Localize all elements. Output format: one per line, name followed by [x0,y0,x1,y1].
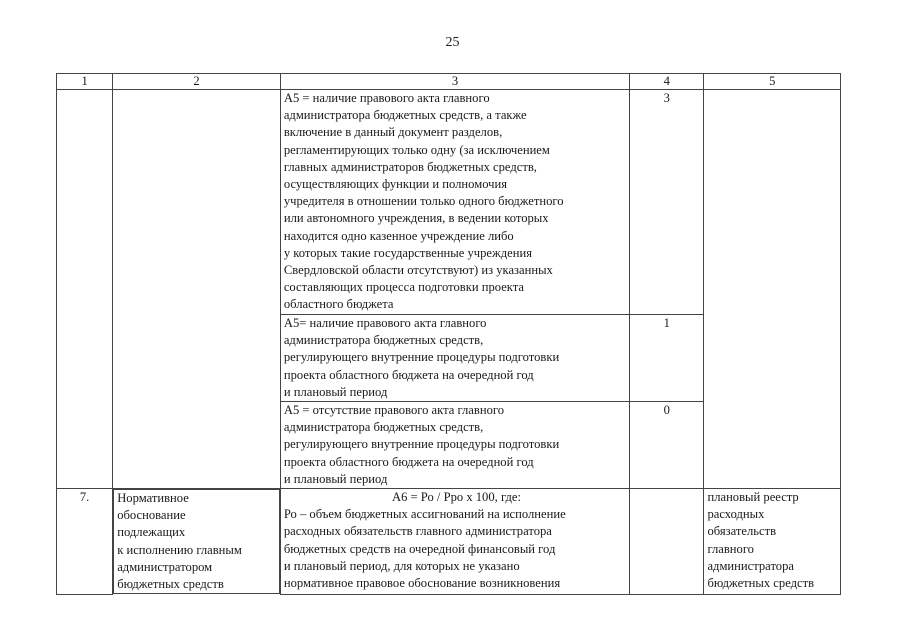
column-header-2: 2 [113,74,281,90]
formula-description: Ро – объем бюджетных ассигнований на исполнение расходных обязательств главного администратора бюджетных средств на очередной финансовый год и плановый период, для которых не указано нормативное правовое обоснование возникновения [283,507,566,591]
score-value: 3 [630,90,704,315]
column-header-5: 5 [704,74,841,90]
formula: А6 = Ро / Рро х 100, где: [392,490,521,505]
criterion-text: А5= наличие правового акта главного администратора бюджетных средств, регулирующего внутренние процедуры подготовки проекта областного бюджета на очередной год и плановый период [280,315,629,402]
formula-cell [280,489,629,595]
indicator-cell [113,90,281,489]
table-row [57,489,841,595]
column-header-1: 1 [57,74,113,90]
table-header-row [57,74,841,90]
criterion-text: А5 = отсутствие правового акта главного администратора бюджетных средств, регулирующего внутренние процедуры подготовки проекта областного бюджета на очередной год и плановый период [280,402,629,489]
criterion-text: А5 = наличие правового акта главного администратора бюджетных средств, а также включение в данный документ разделов, регламентирующих только одну (за исключением главных администраторов бюджетных средств, осуществляющих функции и полномочия учредителя в отношении только одного бюджетного или автономного учреждения, в ведении которых находится одно казенное учреждение либо у которых такие государственные учреждения Свердловской области отсутствуют) из указанных составляющих процесса подготовки проекта областного бюджета [280,90,629,315]
score-value: 1 [630,315,704,402]
column-header-4: 4 [630,74,704,90]
row-number: 7. [57,489,113,595]
table-row [57,90,841,315]
row-number-cell [57,90,113,489]
indicator-text: Нормативное обоснование подлежащих к исполнению главным администратором бюджетных средств [113,489,280,594]
page-number: 25 [445,35,460,50]
column-header-3: 3 [280,74,629,90]
source-text: плановый реестр расходных обязательств главного администратора бюджетных средств [704,489,841,595]
source-cell [704,90,841,489]
score-value [630,489,704,595]
score-value: 0 [630,402,704,489]
criteria-table [56,73,841,595]
